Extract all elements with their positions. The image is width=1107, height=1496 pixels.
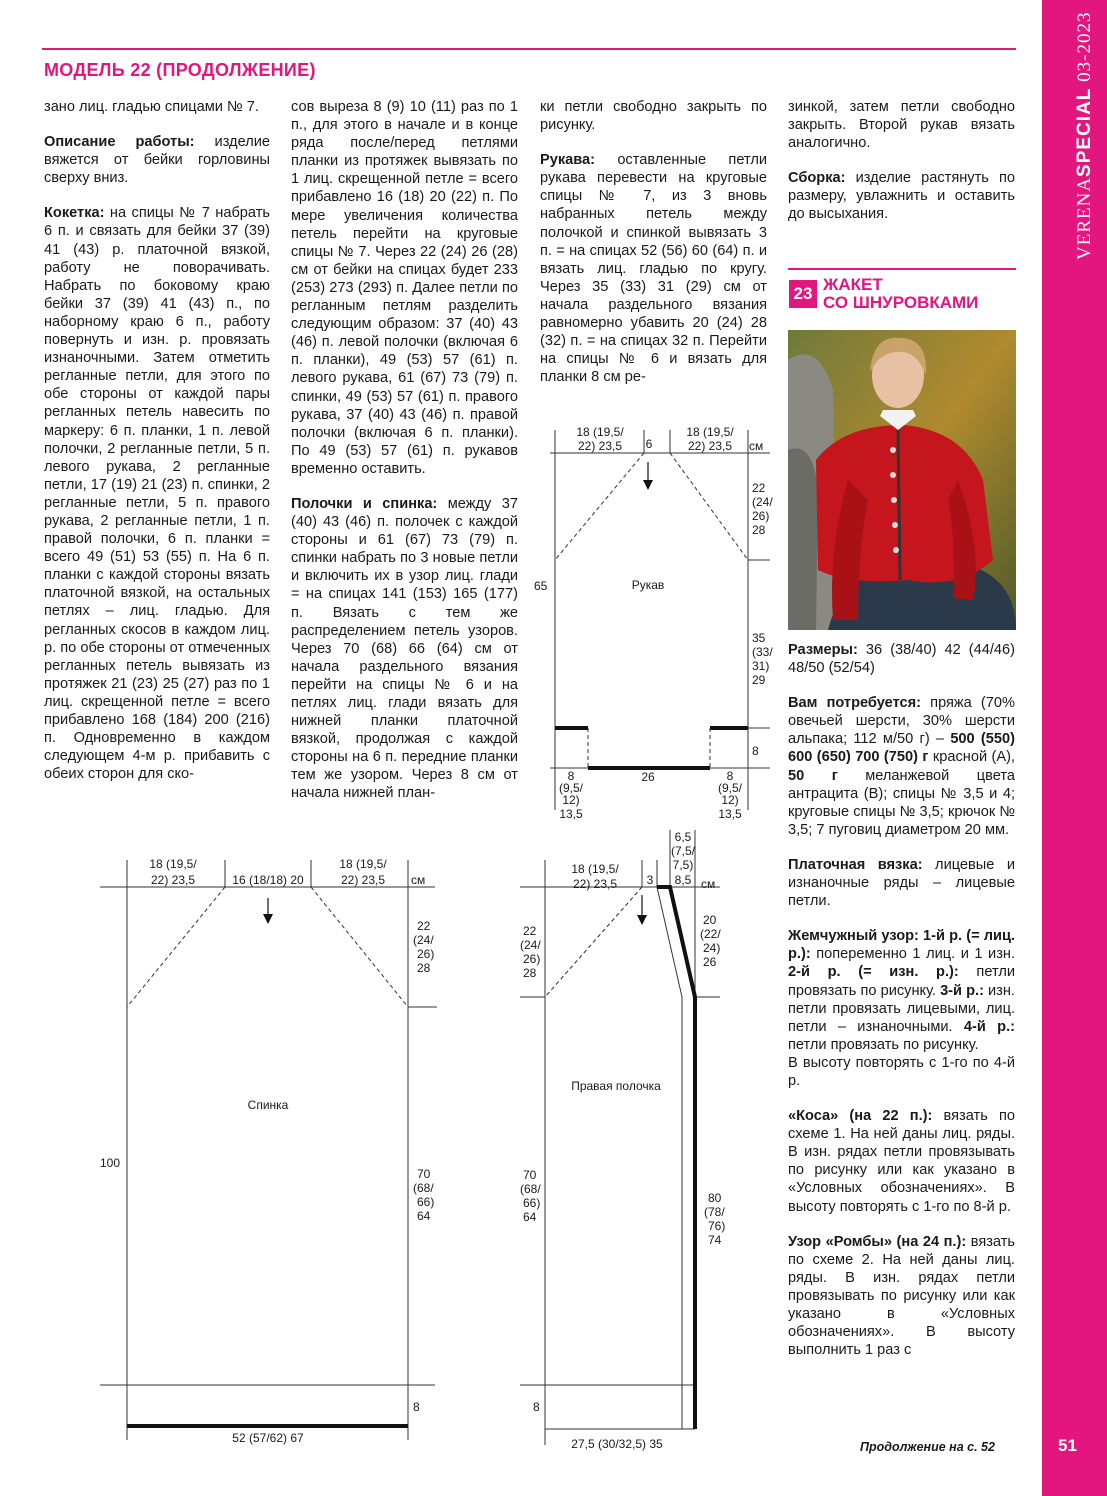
text-column-3: [540, 98, 767, 403]
dim-label: 13,5: [559, 807, 583, 821]
piece-label: Рукав: [631, 578, 665, 592]
dim-label: 20: [703, 913, 717, 927]
dim-label: 28: [417, 961, 431, 975]
dim-label: 64: [417, 1209, 431, 1223]
dim-label: 12): [721, 793, 739, 807]
dim-label: 22) 23,5: [687, 439, 733, 453]
dim-label: 13,5: [718, 807, 742, 821]
dim-label: 22: [523, 924, 537, 938]
dim-label: 8: [533, 1400, 540, 1414]
dim-label: 29: [752, 673, 766, 687]
paragraph: сов выреза 8 (9) 10 (11) раз по 1 п., для этого в начале и в конце ряда после/перед петлями планки из протяжек вывязать по 1 лиц. скрещенной петле = всего прибавлено 16 (18) 20 (22) п. По мере увеличения количества петель перейти на круговые спицы № 7. Через 22 (24) 26 (28) см от бейки на спицах будет 233 (253) 273 (293) п. Далее петли по регланным петлям разделить следующим образом: 37 (40) 43 (46) п. левой полочки (включая 6 п. планки), 49 (53) 57 (61) п. левого рукава, 61 (67) 73 (79) п. спинки, 49 (53) 57 (61) п. правого рукава, 37 (40) 43 (46) п. правой полочки (включая 6 п. планки). По 49 (53) 57 (61) п. рукавов временно оставить.: [291, 99, 518, 477]
dim-label: 70: [417, 1167, 431, 1181]
dim-label: 65: [534, 579, 548, 593]
back-schematic: [95, 850, 445, 1450]
paragraph: зинкой, затем петли свободно закрыть. Второй рукав вязать аналогично.: [788, 99, 1015, 152]
model-photo: [788, 330, 1016, 630]
paragraph: Полочки и спинка: между 37 (40) 43 (46) п. полочек с каждой стороны и 61 (67) 73 (79) п. спинки набрать по 3 новые петли и включить их в узор лиц. глади = на спицах 141 (153) 165 (177) п. Вязать с тем же распределением петель узоров. Через 70 (68) 66 (64) см от начала раздельного вязания перейти на спицы № 6 и на петлях лиц. глади вязать для нижней планки платочной вязкой, продолжая с каждой стороны на 6 п. передние планки тем же узором. Через 8 см от начала нижней план-: [291, 495, 518, 802]
model-23-title: ЖАКЕТ СО ШНУРОВКАМИ: [823, 275, 979, 312]
model-title: МОДЕЛЬ 22 (ПРОДОЛЖЕНИЕ): [44, 60, 316, 80]
dim-label: 35: [752, 631, 766, 645]
text-column-1: [44, 98, 270, 800]
dim-label: 26: [641, 770, 655, 784]
dim-label: (9,5/: [558, 781, 584, 795]
dim-label: 64: [523, 1210, 537, 1224]
piece-label: Правая полочка: [571, 1079, 661, 1093]
dim-label: 26: [703, 955, 717, 969]
paragraph: Кокетка: на спицы № 7 набрать 6 п. и связать для бейки 37 (39) 41 (43) р. платочной вязкой, работу не поворачивать. Набрать по боковому краю бейки 37 (39) 41 (43) п., по наборному краю 6 п., работу повернуть и изн. р. провязать изнаночными. Затем отметить регланные петли, для этого по обе стороны от каждой пары регланных петель навесить по маркеру: 6 п. планки, 1 п. левой полочки, 2 регланные петли, 5 п. левого рукава, 2 регланные петли, 17 (19) 21 (23) п. спинки, 2 регланные петли, 5 п. правого рукава, 2 регланные петли, 1 п. правой полочки, 6 п. планки = всего 49 (51) 53 (55) п. На 6 п. планки с каждой стороны вязать платочной вязкой, на остальных петлях – лиц. гладью. Для регланных скосов в каждом лиц. р. по обе стороны от отмеченных регланных петель вывязать из протяжек 21 (23) 25 (27) раз по 1 лиц. скрещенной петле = всего прибавлено 168 (184) 200 (216) п. Одновременно в каждом следующем 4-м р. прибавить с обеих сторон для ско-: [44, 205, 270, 783]
paragraph: Сборка: изделие растянуть по размеру, увлажнить и оставить до высыхания.: [788, 170, 1015, 223]
dim-label: 31): [752, 659, 770, 673]
paragraph: Размеры: 36 (38/40) 42 (44/46) 48/50 (52/54): [788, 642, 1015, 677]
paragraph: «Коса» (на 22 п.): вязать по схеме 1. На ней даны лиц. ряды. В изн. рядах петли провязывать по рисунку или как указано в «Условных обозначениях». В высоту повторять с 1-го по 8-й р.: [788, 1108, 1015, 1215]
dim-label: 8: [413, 1400, 420, 1414]
unit-label: см: [411, 873, 426, 887]
dim-label: 74: [708, 1233, 722, 1247]
unit-label: см: [749, 439, 764, 453]
dim-label: 52 (57/62) 67: [232, 1431, 304, 1445]
piece-label: Спинка: [247, 1098, 289, 1112]
dim-label: 26): [417, 947, 435, 961]
magazine-brand: VERENASPECIAL 03-2023: [1074, 11, 1095, 260]
header-rule: [788, 268, 1016, 270]
sleeve-schematic: [520, 420, 780, 830]
dim-label: 22) 23,5: [572, 877, 618, 891]
dim-label: (33/: [752, 645, 773, 659]
unit-label: см: [701, 877, 716, 891]
dim-label: (7,5/: [670, 844, 696, 858]
dim-label: 70: [523, 1168, 537, 1182]
paragraph: Платочная вязка: лицевые и изнаночные ряды – лицевые петли.: [788, 856, 1015, 910]
dim-label: 100: [100, 1156, 121, 1170]
dim-label: 7,5): [672, 858, 694, 872]
paragraph: зано лиц. гладью спицами № 7.: [44, 99, 259, 115]
dim-label: (9,5/: [717, 781, 743, 795]
text-column-4: [788, 98, 1015, 241]
dim-label: 66): [417, 1195, 435, 1209]
model-23-header: [788, 268, 1016, 312]
dim-label: 26): [752, 509, 770, 523]
dim-label: 8: [567, 769, 575, 783]
page-number: 51: [1058, 1436, 1077, 1455]
paragraph: Рукава: оставленные петли рукава перевести на круговые спицы № 7, из 3 вновь набранных петель между полочкой и спинкой вывязать 3 п. = на спицах 52 (56) 60 (64) п. и вязать лиц. гладью по кругу. Через 35 (33) 31 (29) см от начала раздельного вязания равномерно убавить 20 (24) 28 (32) п. = на спицах 32 п. Перейти на спицы № 6 и вязать для планки 8 см ре-: [540, 152, 767, 386]
dim-label: 22: [752, 481, 766, 495]
dim-label: 8: [752, 744, 759, 758]
header-rule: [42, 48, 1016, 50]
dim-label: 28: [752, 523, 766, 537]
dim-label: 28: [523, 966, 537, 980]
dim-label: 22: [417, 919, 431, 933]
text-column-5: [788, 641, 1015, 1376]
dim-label: 22) 23,5: [150, 873, 196, 887]
dim-label: (24/: [520, 938, 541, 952]
continued-note: Продолжение на с. 52: [860, 1440, 995, 1454]
dim-label: 16 (18/18) 20: [232, 873, 304, 887]
dim-label: 12): [562, 793, 580, 807]
dim-label: (24/: [413, 933, 434, 947]
dim-label: (22/: [700, 927, 721, 941]
dim-label: 24): [703, 941, 721, 955]
dim-label: 6: [645, 437, 653, 451]
dim-label: 76): [708, 1219, 726, 1233]
dim-label: 80: [708, 1191, 722, 1205]
dim-label: 27,5 (30/32,5) 35: [571, 1437, 663, 1451]
dim-label: 22) 23,5: [340, 873, 386, 887]
dim-label: 18 (19,5/: [571, 862, 619, 876]
dim-label: 18 (19,5/: [686, 425, 734, 439]
dim-label: (68/: [413, 1181, 434, 1195]
dim-label: 22) 23,5: [577, 439, 623, 453]
dim-label: (24/: [752, 495, 773, 509]
dim-label: 18 (19,5/: [149, 857, 197, 871]
dim-label: 8,5: [674, 873, 692, 887]
dim-label: (78/: [704, 1205, 725, 1219]
dim-label: 18 (19,5/: [576, 425, 624, 439]
dim-label: 6,5: [674, 830, 692, 844]
dim-label: (68/: [520, 1182, 541, 1196]
paragraph: Узор «Ромбы» (на 24 п.): вязать по схеме 2. На ней даны лиц. ряды. В изн. рядах петли провязывать по рисунку или как указано в «Условных обозначениях». В высоту выполнить 1 раз с: [788, 1233, 1015, 1359]
dim-label: 26): [523, 952, 541, 966]
text-column-2: [291, 98, 518, 820]
paragraph: Жемчужный узор: 1-й р. (= лиц. р.): попеременно 1 лиц. и 1 изн. 2-й р. (= изн. р.): петли провязать по рисунку. 3-й р.: изн. петли провязать лицевыми, лиц. петли – изнаночными. 4-й р.: петли провязать по рисунку. В высоту повторять с 1-го по 4-й р.: [788, 928, 1015, 1089]
model-number-badge: 23: [789, 280, 817, 308]
paragraph: ки петли свободно закрыть по рисунку.: [540, 99, 767, 134]
dim-label: 8: [726, 769, 734, 783]
paragraph: Вам потребуется: пряжа (70% овечьей шерсти, 30% шерсти альпака; 112 м/50 г) – 500 (550) 600 (650) 700 (750) г красной (А), 50 г меланжевой цвета антрацита (В); спицы № 3,5 и 4; круговые спицы № 3,5; крючок № 3,5; 7 пуговиц диаметром 20 мм.: [788, 695, 1016, 838]
dim-label: 18 (19,5/: [339, 857, 387, 871]
paragraph: Описание работы: изделие вяжется от бейки горловины сверху вниз.: [44, 134, 270, 187]
dim-label: 66): [523, 1196, 541, 1210]
front-schematic: [515, 825, 730, 1455]
dim-label: 3: [646, 873, 654, 887]
